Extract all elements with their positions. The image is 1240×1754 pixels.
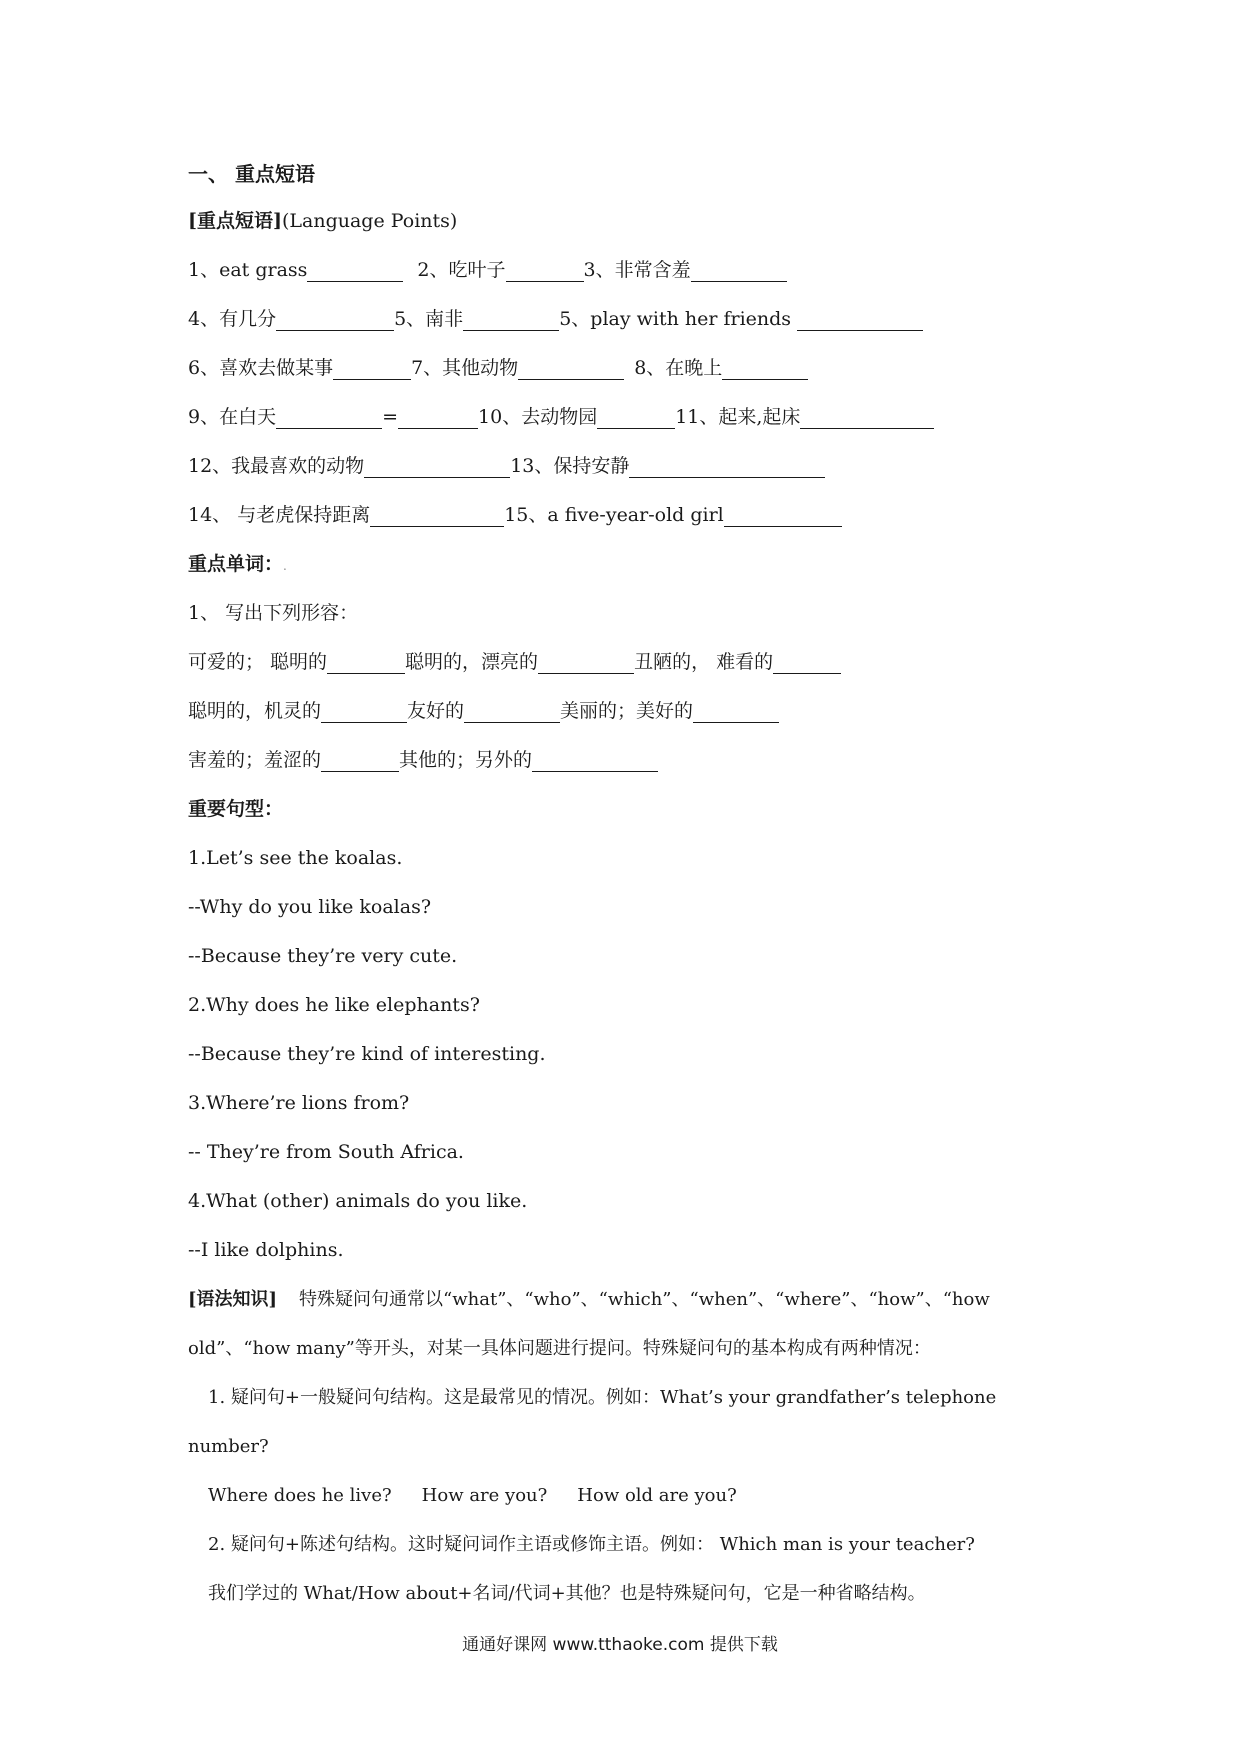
phrase-item: 15、a five-year-old girl bbox=[504, 504, 724, 526]
phrase-row-3 bbox=[188, 344, 1068, 393]
answer-blank[interactable] bbox=[370, 502, 504, 527]
answer-blank[interactable] bbox=[321, 698, 407, 723]
sentence-line: --Because they’re very cute. bbox=[188, 945, 458, 967]
phrases-header bbox=[188, 197, 1068, 246]
phrase-item: 6、喜欢去做某事 bbox=[188, 357, 334, 379]
phrase-item: 12、我最喜欢的动物 bbox=[188, 455, 365, 477]
phrase-item: 3、非常含羞 bbox=[583, 259, 691, 281]
sentence-line: 1.Let’s see the koalas. bbox=[188, 847, 403, 869]
grammar-text: 特殊疑问句通常以“what”、“who”、“which”、“when”、“where”、“how”、“how bbox=[299, 1289, 990, 1310]
answer-blank[interactable] bbox=[321, 747, 399, 772]
answer-blank[interactable] bbox=[773, 649, 841, 674]
answer-blank[interactable] bbox=[629, 453, 825, 478]
phrase-row-5 bbox=[188, 442, 1068, 491]
grammar-point-2: 2. 疑问句+陈述句结构。这时疑问词作主语或修饰主语。例如： Which man is your teacher? bbox=[208, 1534, 975, 1555]
sentence-line: --I like dolphins. bbox=[188, 1239, 344, 1261]
answer-blank[interactable] bbox=[307, 257, 403, 282]
phrase-item: 13、保持安静 bbox=[510, 455, 630, 477]
word-item: 可爱的； 聪明的 bbox=[188, 651, 328, 673]
phrase-item: 7、其他动物 bbox=[411, 357, 519, 379]
answer-blank[interactable] bbox=[506, 257, 584, 282]
answer-blank[interactable] bbox=[724, 502, 842, 527]
word-item: 聪明的，漂亮的 bbox=[405, 651, 539, 673]
word-item: 友好的 bbox=[407, 700, 465, 722]
answer-blank[interactable] bbox=[538, 649, 634, 674]
sentence-line: --Because they’re kind of interesting. bbox=[188, 1043, 546, 1065]
answer-blank[interactable] bbox=[276, 404, 382, 429]
answer-blank[interactable] bbox=[597, 404, 675, 429]
phrase-row-4 bbox=[188, 393, 1068, 442]
word-item: 聪明的，机灵的 bbox=[188, 700, 322, 722]
grammar-line-2: old”、“how many”等开头，对某一具体问题进行提问。特殊疑问句的基本构成有两种情况： bbox=[188, 1338, 931, 1359]
phrase-item: 4、有几分 bbox=[188, 308, 277, 330]
phrases-header-subtitle: (Language Points) bbox=[281, 210, 458, 232]
answer-blank[interactable] bbox=[691, 257, 787, 282]
word-item: 其他的；另外的 bbox=[399, 749, 533, 771]
answer-blank[interactable] bbox=[333, 355, 411, 380]
phrase-item: 2、吃叶子 bbox=[417, 259, 506, 281]
answer-blank[interactable] bbox=[693, 698, 779, 723]
word-row-3 bbox=[188, 736, 1068, 785]
word-row-2 bbox=[188, 687, 1068, 736]
grammar-line-1 bbox=[188, 1275, 1068, 1324]
word-item: 丑陋的， 难看的 bbox=[634, 651, 774, 673]
phrase-item: 8、在晚上 bbox=[634, 357, 723, 379]
sentence-line: --Why do you like koalas? bbox=[188, 896, 432, 918]
phrase-item: 5、play with her friends bbox=[559, 308, 792, 330]
sentences-header: 重要句型： bbox=[188, 798, 284, 820]
sentence-line: 2.Why does he like elephants? bbox=[188, 994, 480, 1016]
stray-dot: . bbox=[283, 559, 287, 573]
phrase-row-2 bbox=[188, 295, 1068, 344]
word-row-1 bbox=[188, 638, 1068, 687]
phrase-row-6 bbox=[188, 491, 1068, 540]
answer-blank[interactable] bbox=[800, 404, 934, 429]
word-item: 美丽的；美好的 bbox=[560, 700, 694, 722]
phrase-item: 9、在白天 bbox=[188, 406, 277, 428]
phrase-item: 1、eat grass bbox=[188, 259, 308, 281]
example-sentence: How are you? bbox=[421, 1485, 548, 1506]
sentence-line: -- They’re from South Africa. bbox=[188, 1141, 464, 1163]
phrase-item: 10、去动物园 bbox=[478, 406, 598, 428]
answer-blank[interactable] bbox=[327, 649, 405, 674]
grammar-examples bbox=[188, 1471, 1068, 1520]
answer-blank[interactable] bbox=[463, 306, 559, 331]
page-footer: 通通好课网 www.tthaoke.com 提供下载 bbox=[462, 1635, 778, 1655]
answer-blank[interactable] bbox=[364, 453, 510, 478]
sentence-line: 3.Where’re lions from? bbox=[188, 1092, 410, 1114]
grammar-point-1: 1. 疑问句+一般疑问句结构。这是最常见的情况。例如：What’s your grandfather’s telephone bbox=[208, 1387, 997, 1408]
grammar-point-3: 我们学过的 What/How about+名词/代词+其他？也是特殊疑问句，它是一种省略结构。 bbox=[208, 1583, 926, 1604]
words-header bbox=[188, 540, 1068, 589]
answer-blank[interactable] bbox=[722, 355, 808, 380]
example-sentence: Where does he live? bbox=[208, 1485, 392, 1506]
answer-blank[interactable] bbox=[518, 355, 624, 380]
word-item: 害羞的；羞涩的 bbox=[188, 749, 322, 771]
answer-blank[interactable] bbox=[398, 404, 478, 429]
phrases-header-label: [重点短语] bbox=[188, 210, 282, 232]
worksheet-content bbox=[188, 152, 1068, 1618]
answer-blank[interactable] bbox=[532, 747, 658, 772]
grammar-point-1-cont: number? bbox=[188, 1436, 269, 1457]
words-task: 1、 写出下列形容： bbox=[188, 602, 359, 624]
section-title: 一、 重点短语 bbox=[188, 162, 315, 186]
example-sentence: How old are you? bbox=[577, 1485, 737, 1506]
answer-blank[interactable] bbox=[276, 306, 394, 331]
phrase-item: 14、 与老虎保持距离 bbox=[188, 504, 371, 526]
grammar-label: [语法知识] bbox=[188, 1289, 278, 1310]
phrase-row-1 bbox=[188, 246, 1068, 295]
sentence-line: 4.What (other) animals do you like. bbox=[188, 1190, 528, 1212]
answer-blank[interactable] bbox=[464, 698, 560, 723]
equals-sign: = bbox=[382, 406, 399, 428]
answer-blank[interactable] bbox=[797, 306, 923, 331]
phrase-item: 5、南非 bbox=[394, 308, 464, 330]
phrase-item: 11、起来,起床 bbox=[675, 406, 801, 428]
words-header-label: 重点单词： bbox=[188, 553, 284, 575]
